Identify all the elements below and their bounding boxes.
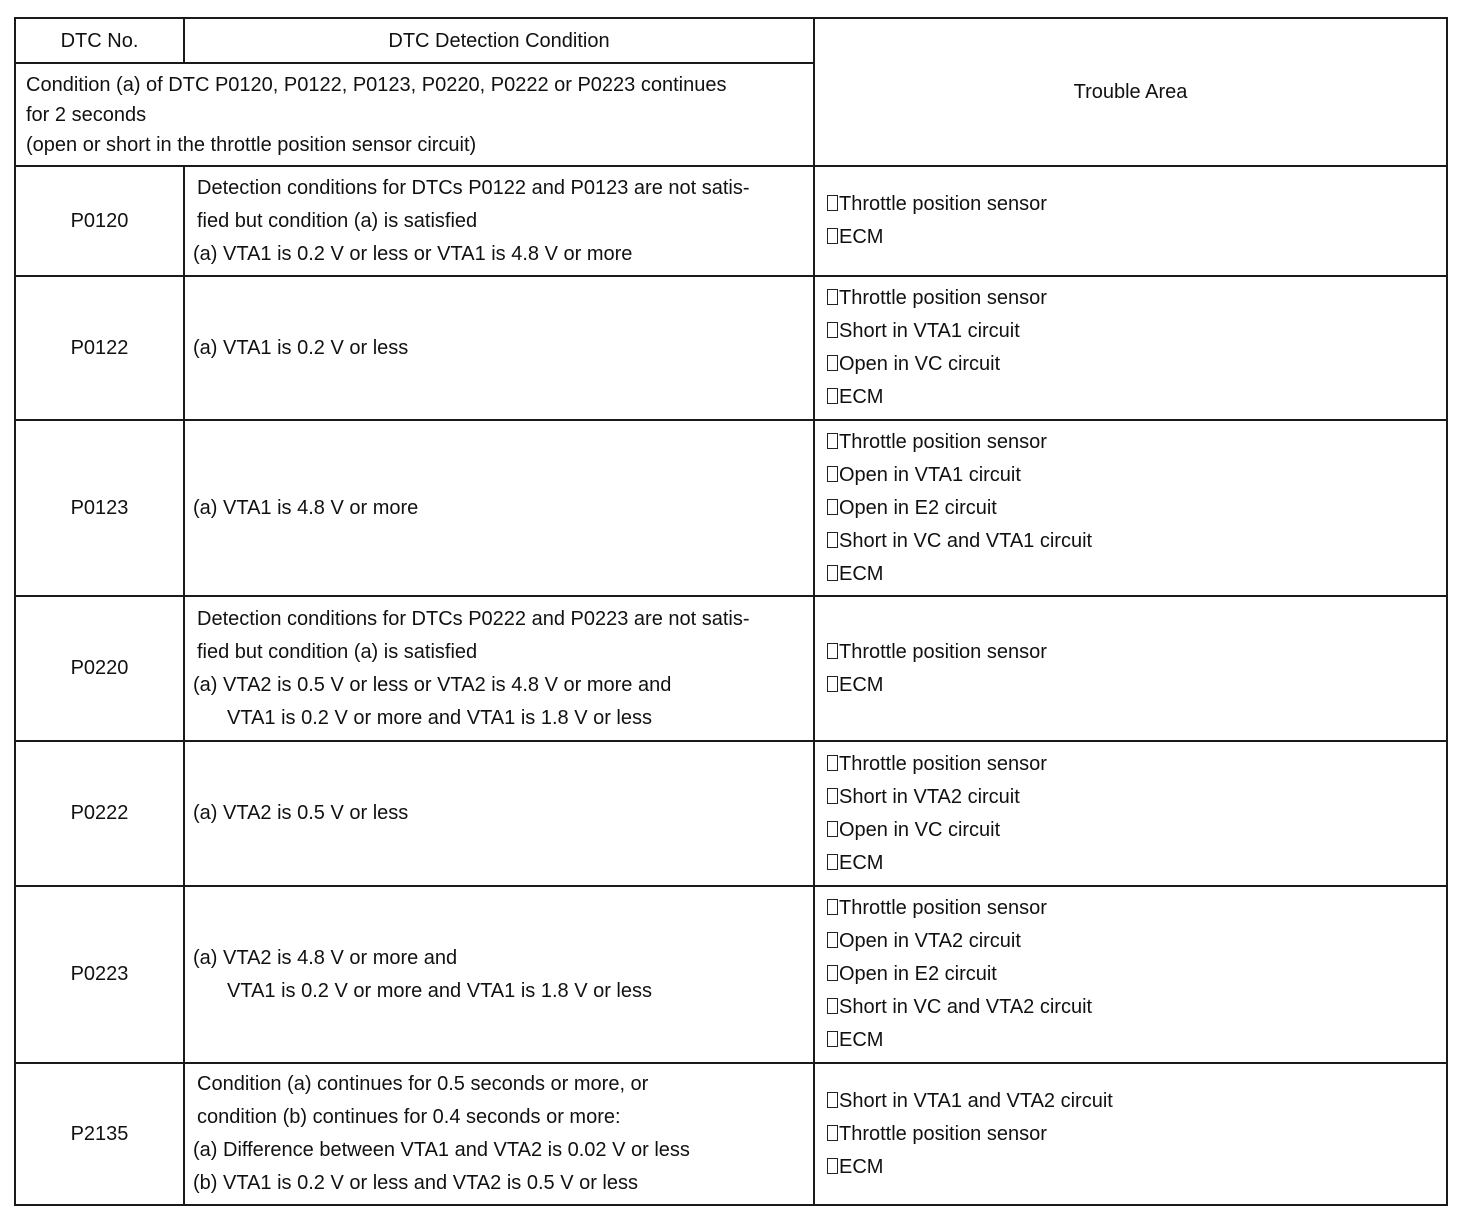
table-row	[15, 166, 1447, 276]
condition-line: Detection conditions for DTCs P0222 and P0223 are not satis-	[197, 607, 750, 630]
condition-line: VTA1 is 0.2 V or more and VTA1 is 1.8 V or less	[227, 979, 652, 1002]
header-dtc-no: DTC No.	[15, 18, 184, 63]
trouble-item: ECM	[827, 221, 1446, 254]
header-detection-condition: DTC Detection Condition	[184, 18, 814, 63]
trouble-item: ECM	[827, 558, 1446, 591]
condition-line: (a) VTA2 is 4.8 V or more and	[193, 946, 458, 969]
trouble-item: Open in E2 circuit	[827, 492, 1446, 525]
detection-condition	[184, 420, 814, 596]
condition-line: Detection conditions for DTCs P0122 and P0123 are not satis-	[197, 176, 750, 199]
condition-line: (a) VTA1 is 0.2 V or less or VTA1 is 4.8 V or more	[193, 242, 633, 265]
bullet-box-icon	[827, 755, 838, 771]
condition-line: (b) VTA1 is 0.2 V or less and VTA2 is 0.5 V or less	[193, 1172, 638, 1194]
trouble-item: Short in VC and VTA2 circuit	[827, 991, 1446, 1024]
trouble-item: Short in VTA1 circuit	[827, 315, 1446, 348]
trouble-area	[814, 420, 1447, 596]
bullet-box-icon	[827, 499, 838, 515]
table-row	[15, 741, 1447, 886]
trouble-item: ECM	[827, 847, 1446, 880]
trouble-item: Short in VTA2 circuit	[827, 781, 1446, 814]
condition-line: condition (b) continues for 0.4 seconds or more:	[197, 1106, 621, 1128]
condition-line: Condition (a) continues for 0.5 seconds or more, or	[197, 1073, 649, 1095]
bullet-box-icon	[827, 433, 838, 449]
condition-line: (a) VTA1 is 0.2 V or less	[193, 336, 409, 359]
bullet-box-icon	[827, 565, 838, 581]
trouble-area	[814, 596, 1447, 741]
bullet-box-icon	[827, 676, 838, 692]
trouble-item: Open in VTA1 circuit	[827, 459, 1446, 492]
bullet-box-icon	[827, 1158, 838, 1174]
detection-condition	[184, 741, 814, 886]
detection-condition	[184, 166, 814, 276]
condition-line: VTA1 is 0.2 V or more and VTA1 is 1.8 V or less	[227, 706, 652, 729]
dtc-code: P0123	[15, 420, 184, 596]
bullet-box-icon	[827, 1031, 838, 1047]
bullet-box-icon	[827, 195, 838, 211]
trouble-item: ECM	[827, 1151, 1446, 1184]
trouble-item: Short in VTA1 and VTA2 circuit	[827, 1085, 1446, 1118]
dtc-code: P2135	[15, 1063, 184, 1205]
condition-line: (a) VTA2 is 0.5 V or less or VTA2 is 4.8 V or more and	[193, 673, 672, 696]
dtc-code: P0122	[15, 276, 184, 420]
dtc-code: P0223	[15, 886, 184, 1063]
note-line: (open or short in the throttle position sensor circuit)	[26, 133, 477, 156]
bullet-box-icon	[827, 932, 838, 948]
trouble-item: Throttle position sensor	[827, 1118, 1446, 1151]
bullet-box-icon	[827, 228, 838, 244]
note-line: for 2 seconds	[26, 103, 147, 126]
note-line: Condition (a) of DTC P0120, P0122, P0123, P0220, P0222 or P0223 continues	[26, 73, 727, 96]
detection-condition	[184, 596, 814, 741]
trouble-item: Throttle position sensor	[827, 892, 1446, 925]
table-row	[15, 886, 1447, 1063]
trouble-area	[814, 1063, 1447, 1205]
bullet-box-icon	[827, 899, 838, 915]
trouble-area	[814, 741, 1447, 886]
trouble-item: ECM	[827, 381, 1446, 414]
trouble-item: Open in VC circuit	[827, 348, 1446, 381]
trouble-item: Throttle position sensor	[827, 282, 1446, 315]
bullet-box-icon	[827, 643, 838, 659]
trouble-item: Throttle position sensor	[827, 188, 1446, 221]
bullet-box-icon	[827, 532, 838, 548]
trouble-item: Throttle position sensor	[827, 426, 1446, 459]
table-row	[15, 420, 1447, 596]
condition-line: (a) Difference between VTA1 and VTA2 is 0.02 V or less	[193, 1139, 690, 1161]
condition-line: fied but condition (a) is satisfied	[197, 640, 478, 663]
common-condition-note	[15, 63, 814, 166]
trouble-item: Throttle position sensor	[827, 748, 1446, 781]
header-trouble-area: Trouble Area	[814, 18, 1447, 166]
bullet-box-icon	[827, 466, 838, 482]
table-row	[15, 596, 1447, 741]
trouble-area	[814, 166, 1447, 276]
dtc-table	[14, 17, 1448, 1206]
trouble-item: Throttle position sensor	[827, 636, 1446, 669]
table-row	[15, 1063, 1447, 1205]
detection-condition	[184, 1063, 814, 1205]
condition-line: (a) VTA2 is 0.5 V or less	[193, 802, 409, 824]
trouble-item: ECM	[827, 1024, 1446, 1057]
detection-condition	[184, 886, 814, 1063]
bullet-box-icon	[827, 388, 838, 404]
trouble-area	[814, 276, 1447, 420]
trouble-area	[814, 886, 1447, 1063]
bullet-box-icon	[827, 289, 838, 305]
trouble-item: Open in E2 circuit	[827, 958, 1446, 991]
condition-line: fied but condition (a) is satisfied	[197, 209, 478, 232]
bullet-box-icon	[827, 854, 838, 870]
detection-condition	[184, 276, 814, 420]
trouble-item: Open in VC circuit	[827, 814, 1446, 847]
bullet-box-icon	[827, 1092, 838, 1108]
bullet-box-icon	[827, 821, 838, 837]
bullet-box-icon	[827, 788, 838, 804]
bullet-box-icon	[827, 998, 838, 1014]
trouble-item: Open in VTA2 circuit	[827, 925, 1446, 958]
condition-line: (a) VTA1 is 4.8 V or more	[193, 496, 419, 519]
dtc-code: P0222	[15, 741, 184, 886]
bullet-box-icon	[827, 965, 838, 981]
bullet-box-icon	[827, 322, 838, 338]
dtc-code: P0120	[15, 166, 184, 276]
dtc-code: P0220	[15, 596, 184, 741]
bullet-box-icon	[827, 1125, 838, 1141]
trouble-item: Short in VC and VTA1 circuit	[827, 525, 1446, 558]
bullet-box-icon	[827, 355, 838, 371]
trouble-item: ECM	[827, 669, 1446, 702]
table-row	[15, 276, 1447, 420]
